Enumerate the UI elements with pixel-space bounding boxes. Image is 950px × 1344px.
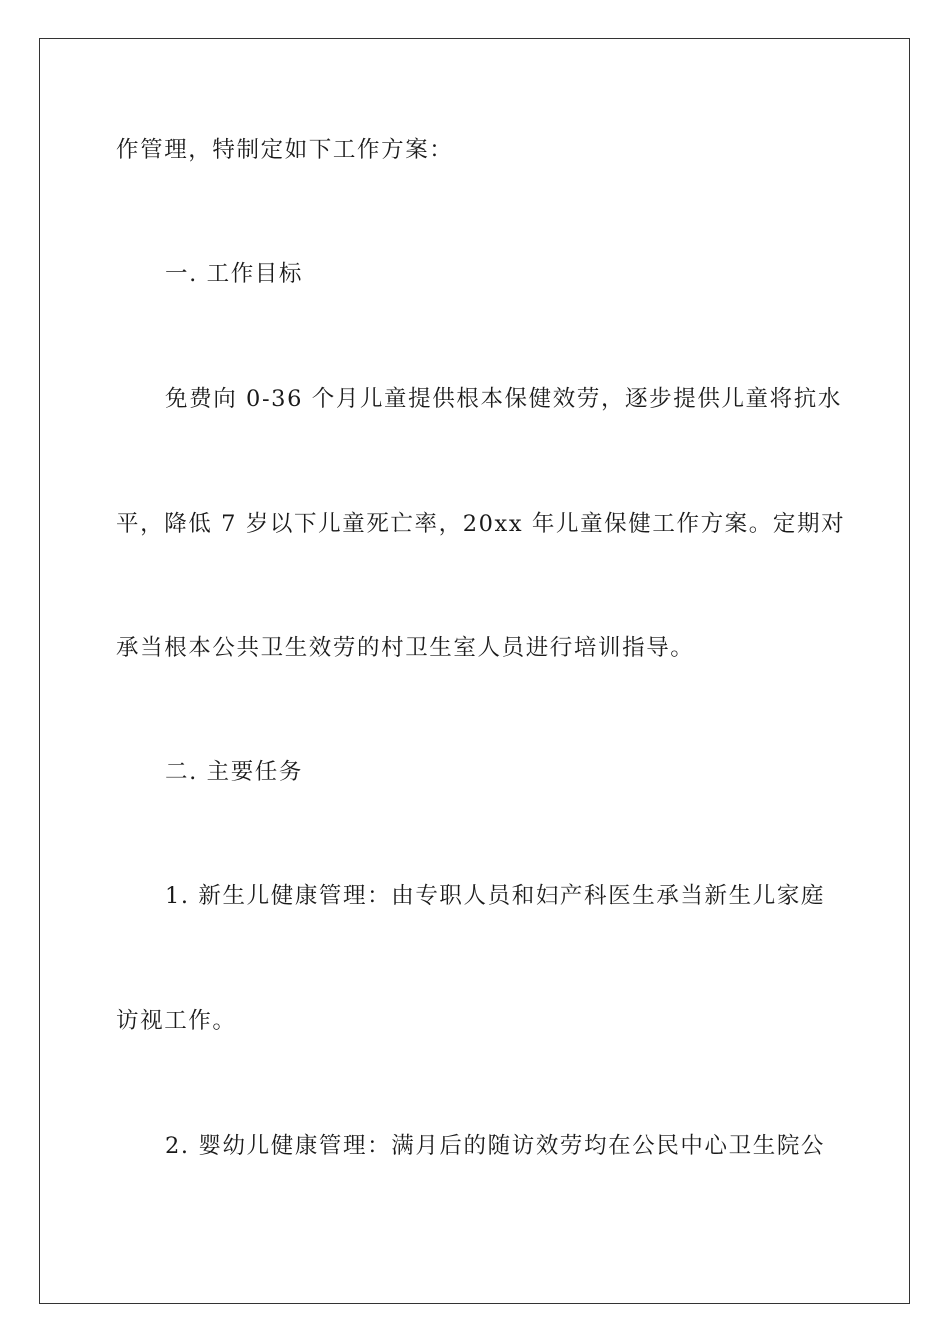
section-heading-tasks: 二. 主要任务 [165,759,304,785]
goals-paragraph-line-1: 免费向 0-36 个月儿童提供根本保健效劳，逐步提供儿童将抗水 [165,386,842,412]
task-1-line-2: 访视工作。 [116,1008,237,1034]
goals-paragraph-line-3: 承当根本公共卫生效劳的村卫生室人员进行培训指导。 [116,635,695,661]
task-1-line-1: 1. 新生儿健康管理：由专职人员和妇产科医生承当新生儿家庭 [165,883,826,909]
section-heading-goals: 一. 工作目标 [165,261,304,287]
goals-paragraph-line-2: 平，降低 7 岁以下儿童死亡率，20xx 年儿童保健工作方案。定期对 [116,511,846,537]
paragraph-continuation-line: 作管理，特制定如下工作方案： [116,137,454,163]
task-2-line-1: 2. 婴幼儿健康管理：满月后的随访效劳均在公民中心卫生院公 [165,1133,826,1159]
page-border [39,38,910,1304]
